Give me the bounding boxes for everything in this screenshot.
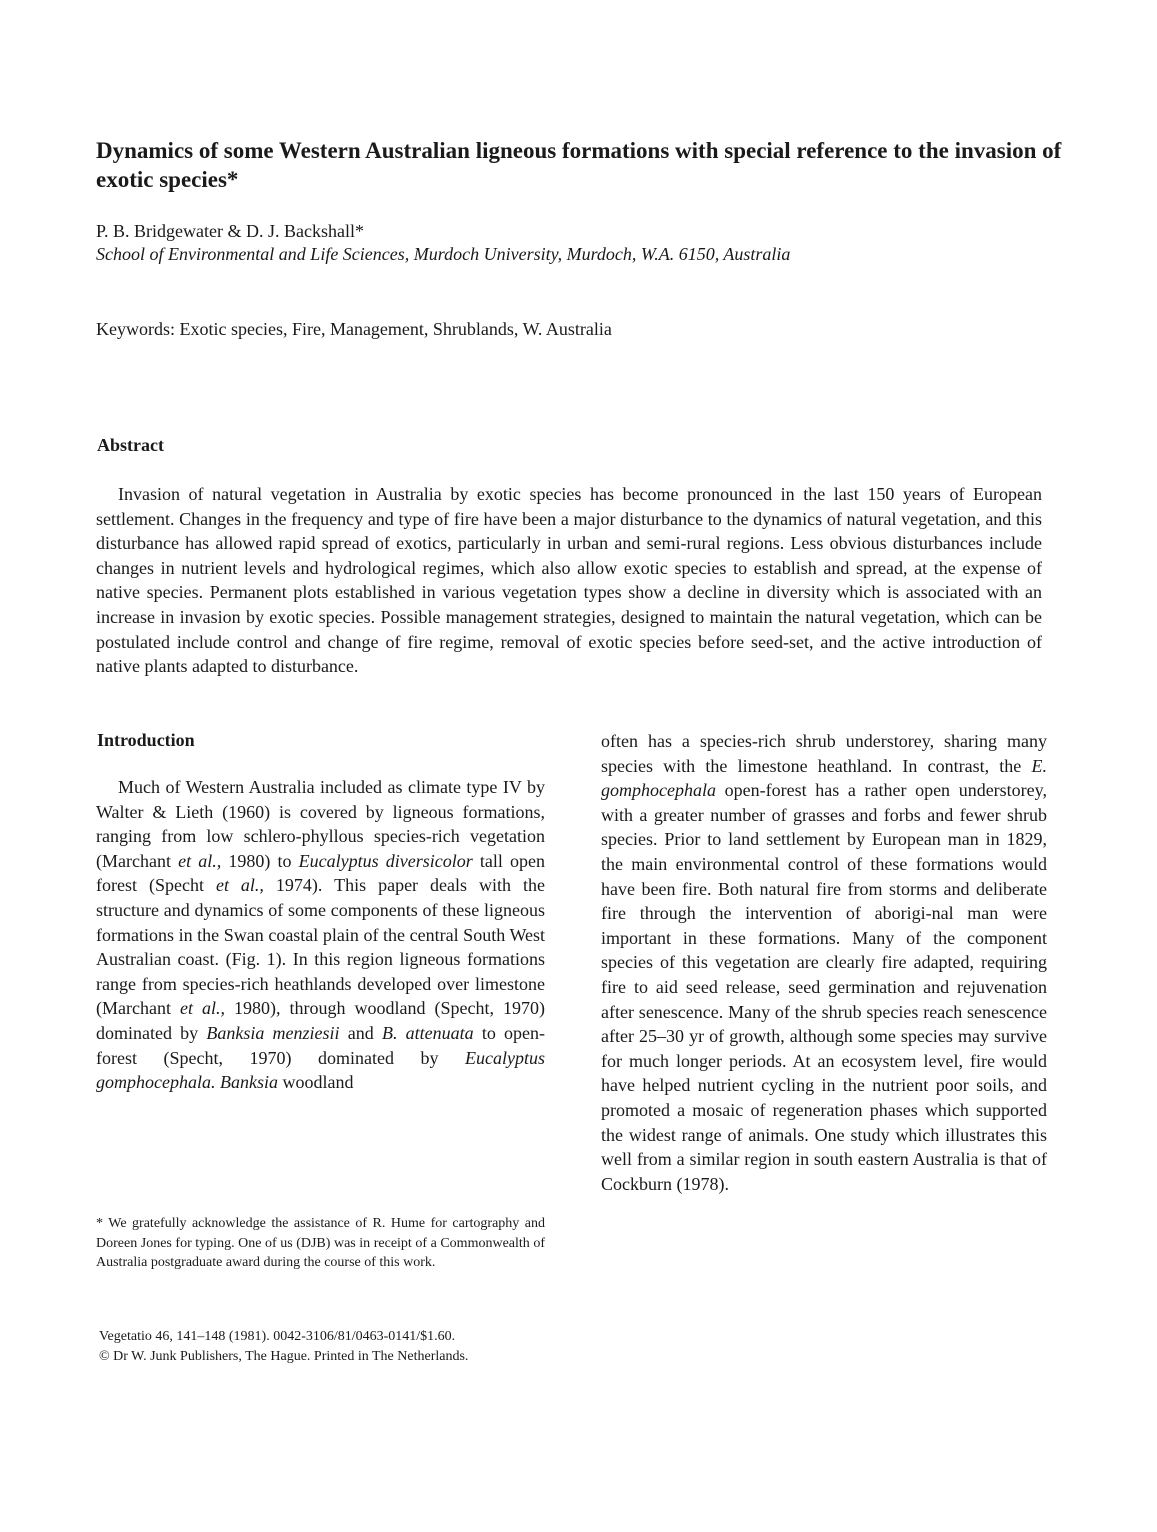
journal-citation: Vegetatio 46, 141–148 (1981). 0042-3106/81/0463-0141/$1.60.	[99, 1329, 456, 1344]
intro-left-text-1: Much of Western Australia included as climate type IV by Walter & Lieth (1960) is covered by ligneous formations, ranging from low schlero-phyllous species-rich vegetation (Marchant	[96, 777, 545, 871]
affiliation: School of Environmental and Life Sciences, Murdoch University, Murdoch, W.A. 6150, Australia	[96, 244, 791, 264]
intro-left-italic-1: et al.,	[178, 850, 222, 871]
intro-left-text-7: to open-forest (Specht, 1970) dominated by	[96, 1022, 546, 1068]
keywords: Keywords: Exotic species, Fire, Management, Shrublands, W. Australia	[96, 319, 612, 339]
intro-left-text-3: tall open forest (Specht	[96, 850, 546, 896]
introduction-heading: Introduction	[97, 730, 195, 750]
intro-left-italic-7: Eucalyptus gomphocephala. Banksia	[96, 1047, 545, 1093]
abstract-heading: Abstract	[97, 435, 164, 455]
abstract-text: Invasion of natural vegetation in Australia by exotic species has become pronounced in the last 150 years of European settlement. Changes in the frequency and type of fire have been a major disturbance to the dynamics of natural vegetation, and this disturbance has allowed rapid spread of exotics, particularly in urban and semi-rural regions. Less obvious disturbances include changes in nutrient levels and hydrological regimes, which also allow exotic species to establish and spread, at the expense of native species. Permanent plots established in various vegetation types show a decline in diversity which is associated with an increase in invasion by exotic species. Possible management strategies, designed to maintain the natural vegetation, which can be postulated include control and change of fire regime, removal of exotic species before seed-set, and the active introduction of native plants adapted to disturbance.	[96, 484, 1042, 677]
acknowledgement-footnote: * We gratefully acknowledge the assistance of R. Hume for cartography and Doreen Jones for typing. One of us (DJB) was in receipt of a Commonwealth of Australia postgraduate award during the course of this work.	[96, 1216, 545, 1270]
intro-right-text-1: often has a species-rich shrub understorey, sharing many species with the limestone heathland. In contrast, the	[601, 731, 1047, 776]
intro-left-text-6: and	[339, 1022, 382, 1043]
paper-title: Dynamics of some Western Australian ligneous formations with special reference to the invasion of exotic species*	[96, 138, 1062, 192]
intro-left-italic-4: et al.,	[179, 998, 225, 1019]
introduction-left-column	[96, 775, 545, 1095]
intro-left-italic-6: B. attenuata	[381, 1022, 474, 1043]
intro-right-italic-1: E. gomphocephala	[601, 755, 1047, 801]
intro-left-text-4: 1974). This paper deals with the structure and dynamics of some components of these ligneous formations in the Swan coastal plain of the central South West Australian coast. (Fig. 1). In this region ligneous formations range from species-rich heathlands developed over limestone (Marchant	[96, 875, 545, 1019]
intro-left-text-5: 1980), through woodland (Specht, 1970) dominated by	[96, 998, 546, 1043]
publisher-line: © Dr W. Junk Publishers, The Hague. Printed in The Netherlands.	[99, 1349, 469, 1364]
intro-left-italic-5: Banksia menziesii	[206, 1022, 340, 1043]
authors: P. B. Bridgewater & D. J. Backshall*	[96, 221, 364, 241]
intro-left-italic-3: et al.,	[215, 875, 264, 896]
intro-left-text-2: 1980) to	[221, 850, 299, 871]
introduction-right-column	[601, 729, 1047, 1196]
journal-info	[99, 1327, 468, 1367]
intro-right-text-2: open-forest has a rather open understorey, with a greater number of grasses and forbs and fewer shrub species. Prior to land settlement by European man in 1829, the main environmental control of these formations would have been fire. Both natural fire from storms and deliberate fire through the intervention of aborigi-nal man were important in these formations. Many of the component species of this vegetation are clearly fire adapted, requiring fire to aid seed release, seed germination and rejuvenation after senescence. Many of the shrub species reach senescence after 25–30 yr of growth, although some species may survive for much longer periods. At an ecosystem level, fire would have helped nutrient cycling in the nutrient poor soils, and promoted a mosaic of regeneration phases which supported the widest range of animals. One study which illustrates this well from a similar region in south eastern Australia is that of Cockburn (1978).	[601, 780, 1047, 1194]
intro-left-italic-2: Eucalyptus diversicolor	[298, 850, 473, 871]
intro-left-text-8: woodland	[277, 1072, 354, 1093]
